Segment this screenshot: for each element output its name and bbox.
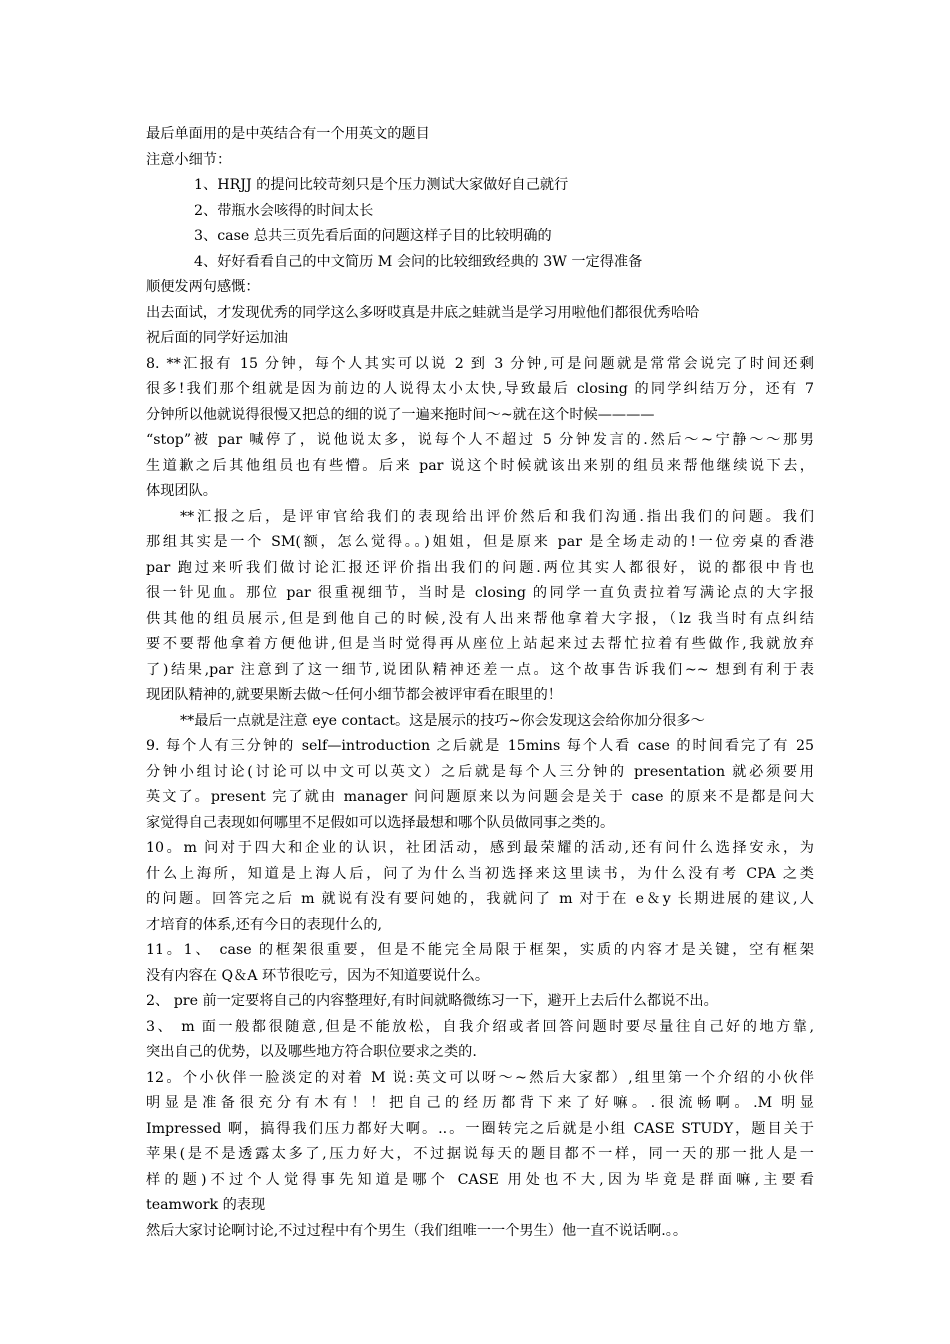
paragraph-line: 才培育的体系,还有今日的表现什么的, [146, 916, 383, 933]
paragraph-line: 突出自己的优势，以及哪些地方符合职位要求之类的. [146, 1044, 477, 1060]
paragraph-line: 英文了。present 完了就由 manager 问问题原来以为问题会是关于 case 的原来不是都是问大 [146, 789, 814, 805]
paragraph-line: “stop”被 par 喊停了，说他说太多，说每个人不超过 5 分钟发言的.然后～~宁静～～那男 [146, 432, 814, 448]
paragraph-line: teamwork 的表现 [146, 1197, 266, 1213]
paragraph-line: 分钟小组讨论(讨论可以中文可以英文）之后就是每个人三分钟的 presentation 就必须要用 [146, 763, 814, 780]
paragraph-line: 家觉得自己表现如何哪里不足假如可以选择最想和哪个队员做同事之类的。 [146, 814, 615, 831]
paragraph-line: 很多!我们那个组就是因为前边的人说得太小太快,导致最后 closing 的同学纠结万分，还有 7 [146, 381, 814, 397]
paragraph-line: 要不要帮他拿着方便他讲,但是当时觉得再从座位上站起来过去帮忙拉着有些做作,我就放弃 [146, 636, 814, 652]
paragraph-line: 8. **汇报有 15 分钟，每个人其实可以说 2 到 3 分钟,可是问题就是常常会说完了时间还剩 [146, 355, 814, 372]
list-item: 1、HRJJ 的提问比较苛刻只是个压力测试大家做好自己就行 [194, 177, 569, 193]
paragraph-line: 12。个小伙伴一脸淡定的对着 M 说:英文可以呀～~然后大家都）,组里第一个介绍的小伙伴 [146, 1069, 814, 1086]
paragraph-line: 很一针见血。那位 par 很重视细节，当时是 closing 的同学一直负责拉着写满论点的大字报 [146, 585, 814, 601]
paragraph-line: 的问题。回答完之后 m 就说有没有要问她的，我就问了 m 对于在 e＆y 长期进展的建议,人 [146, 891, 814, 907]
paragraph-line: 最后单面用的是中英结合有一个用英文的题目 [146, 126, 430, 142]
list-item: 2、带瓶水会咳得的时间太长 [194, 202, 374, 219]
section-heading: 顺便发两句感慨： [146, 279, 260, 295]
paragraph-line: 那组其实是一个 SM(额，怎么觉得。。)姐姐，但是原来 par 是全场走动的!一位旁桌的香港 [146, 534, 814, 550]
paragraph-line: **汇报之后，是评审官给我们的表现给出评价然后和我们沟通.指出我们的问题。我们 [180, 508, 814, 525]
paragraph-line: 供其他的组员展示,但是到他自己的时候,没有人出来帮他拿着大字报，（lz 我当时有点纠结 [146, 610, 814, 627]
paragraph-line: 11。1、 case 的框架很重要，但是不能完全局限于框架，实质的内容才是关键，空有框架 [146, 942, 814, 958]
paragraph-line: 生道歉之后其他组员也有些懵。后来 par 说这个时候就该出来别的组员来帮他继续说下去， [146, 457, 814, 474]
paragraph-line: 了)结果,par 注意到了这一细节,说团队精神还差一点。这个故事告诉我们~~ 想到有利于表 [146, 661, 814, 678]
paragraph-line: **最后一点就是注意 eye contact。这是展示的技巧~你会发现这会给你加分很多～ [180, 712, 705, 729]
paragraph-line: 样的题)不过个人觉得事先知道是哪个 CASE 用处也不大,因为毕竟是群面嘛,主要看 [146, 1171, 814, 1188]
paragraph-line: 出去面试，才发现优秀的同学这么多呀哎真是井底之蛙就当是学习用啦他们都很优秀哈哈 [146, 304, 700, 321]
list-item: 3、case 总共三页先看后面的问题这样子目的比较明确的 [194, 228, 552, 244]
paragraph-line: 体现团队。 [146, 483, 217, 499]
paragraph-line: 然后大家讨论啊讨论,不过过程中有个男生（我们组唯一一个男生）他一直不说话啊.。。 [146, 1222, 688, 1239]
document-body [146, 122, 814, 1244]
list-item: 4、好好看看自己的中文简历 M 会问的比较细致经典的 3W 一定得准备 [194, 253, 643, 270]
paragraph-line: 没有内容在 Q＆A 环节很吃亏，因为不知道要说什么。 [146, 967, 490, 984]
paragraph-line: 9. 每个人有三分钟的 self—introduction 之后就是 15mins 每个人看 case 的时间看完了有 25 [146, 738, 814, 754]
paragraph-line: 分钟所以他就说得很慢又把总的细的说了一遍来拖时间～~就在这个时候———— [146, 406, 655, 423]
paragraph-line: 什么上海所，知道是上海人后，问了为什么当初选择来这里读书，为什么没有考 CPA 之类 [146, 865, 814, 882]
paragraph-line: 10。m 问对于四大和企业的认识，社团活动，感到最荣耀的活动,还有问什么选择安永，为 [146, 840, 814, 856]
paragraph-line: 苹果(是不是透露太多了,压力好大，不过据说每天的题目都不一样，同一天的那一批人是一 [146, 1146, 814, 1162]
paragraph-line: Impressed 啊，搞得我们压力都好大啊。..。一圈转完之后就是小组 CASE STUDY，题目关于 [146, 1120, 814, 1137]
paragraph-line: 2、 pre 前一定要将自己的内容整理好,有时间就略微练习一下，避开上去后什么都说不出。 [146, 993, 718, 1009]
paragraph-line: 现团队精神的,就要果断去做～任何小细节都会被评审看在眼里的！ [146, 687, 562, 703]
paragraph-line: 明显是准备很充分有木有！！把自己的经历都背下来了好嘛。.很流畅啊。.M 明显 [146, 1095, 814, 1111]
paragraph-line: 祝后面的同学好运加油 [146, 330, 288, 346]
paragraph-line: 3、 m 面一般都很随意,但是不能放松，自我介绍或者回答问题时要尽量往自己好的地方靠, [146, 1018, 814, 1035]
paragraph-line: par 跑过来听我们做讨论汇报还评价指出我们的问题.两位其实人都很好，说的都很中肯也 [146, 559, 814, 576]
section-heading: 注意小细节： [146, 151, 232, 168]
